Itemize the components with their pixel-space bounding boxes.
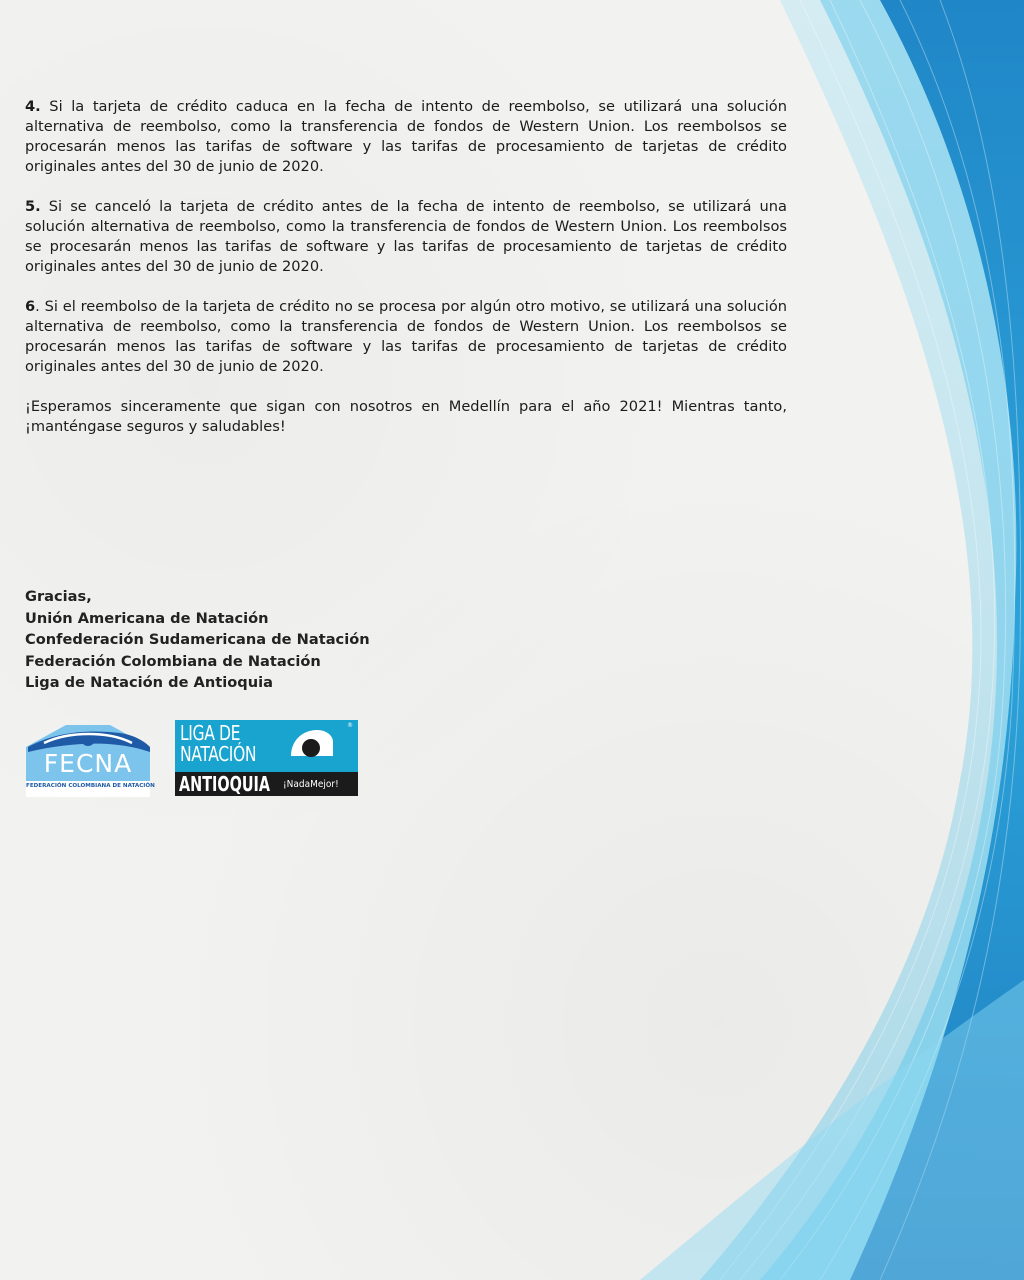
registered-mark: ® xyxy=(347,722,353,729)
signature-line: Gracias, xyxy=(25,588,92,605)
paragraph-number: 5. xyxy=(25,198,41,215)
liga-line-1: LIGA DE xyxy=(180,721,241,745)
swimmer-mark-icon xyxy=(287,726,335,770)
paragraph-item-4 xyxy=(25,97,787,177)
paragraph-number: 6 xyxy=(25,298,36,315)
liga-line-2: NATACIÓN xyxy=(180,742,257,766)
fecna-logo xyxy=(24,719,155,797)
paragraph-item-5 xyxy=(25,197,787,277)
paragraph-text: Si la tarjeta de crédito caduca en la fecha de intento de reembolso, se utilizará una solución alternativa de reembolso, como la transferencia de fondos de Western Union. Los reembolsos se procesarán menos las tarifas de software y las tarifas de procesamiento de tarjetas de crédito originales antes del 30 de junio de 2020. xyxy=(25,98,787,175)
signature-line: Confederación Sudamericana de Natación xyxy=(25,631,370,648)
liga-tagline: ¡NadaMejor! xyxy=(283,779,339,790)
signature-line: Unión Americana de Natación xyxy=(25,609,269,627)
closing-paragraph: ¡Esperamos sinceramente que sigan con nosotros en Medellín para el año 2021! Mientras tanto, ¡manténgase seguros y saludables! xyxy=(25,398,787,435)
paragraph-text: . Si el reembolso de la tarjeta de crédito no se procesa por algún otro motivo, se utilizará una solución alternativa de reembolso, como la transferencia de fondos de Western Union. Los reembolsos se procesarán menos las tarifas de software y las tarifas de procesamiento de tarjetas de crédito originales antes del 30 de junio de 2020. xyxy=(25,298,787,375)
liga-dark-band xyxy=(175,772,358,796)
fecna-subtitle: FEDERACIÓN COLOMBIANA DE NATACIÓN xyxy=(26,783,155,789)
paragraph-item-6 xyxy=(25,297,787,377)
wave-bottom-light xyxy=(640,980,1024,1280)
fecna-wordmark: FECNA xyxy=(43,749,133,778)
signature-block xyxy=(25,586,370,694)
signature-line: Federación Colombiana de Natación xyxy=(25,652,321,670)
liga-antioquia-logo xyxy=(175,720,358,796)
letter-body xyxy=(25,97,787,457)
liga-line-3: ANTIOQUIA xyxy=(179,772,271,796)
paragraph-text: Si se canceló la tarjeta de crédito antes de la fecha de intento de reembolso, se utilizará una solución alternativa de reembolso, como la transferencia de fondos de Western Union. Los reembolsos se procesarán menos las tarifas de software y las tarifas de procesamiento de tarjetas de crédito originales antes del 30 de junio de 2020. xyxy=(25,198,787,275)
signature-line: Liga de Natación de Antioquia xyxy=(25,674,273,691)
paragraph-number: 4. xyxy=(25,98,41,115)
